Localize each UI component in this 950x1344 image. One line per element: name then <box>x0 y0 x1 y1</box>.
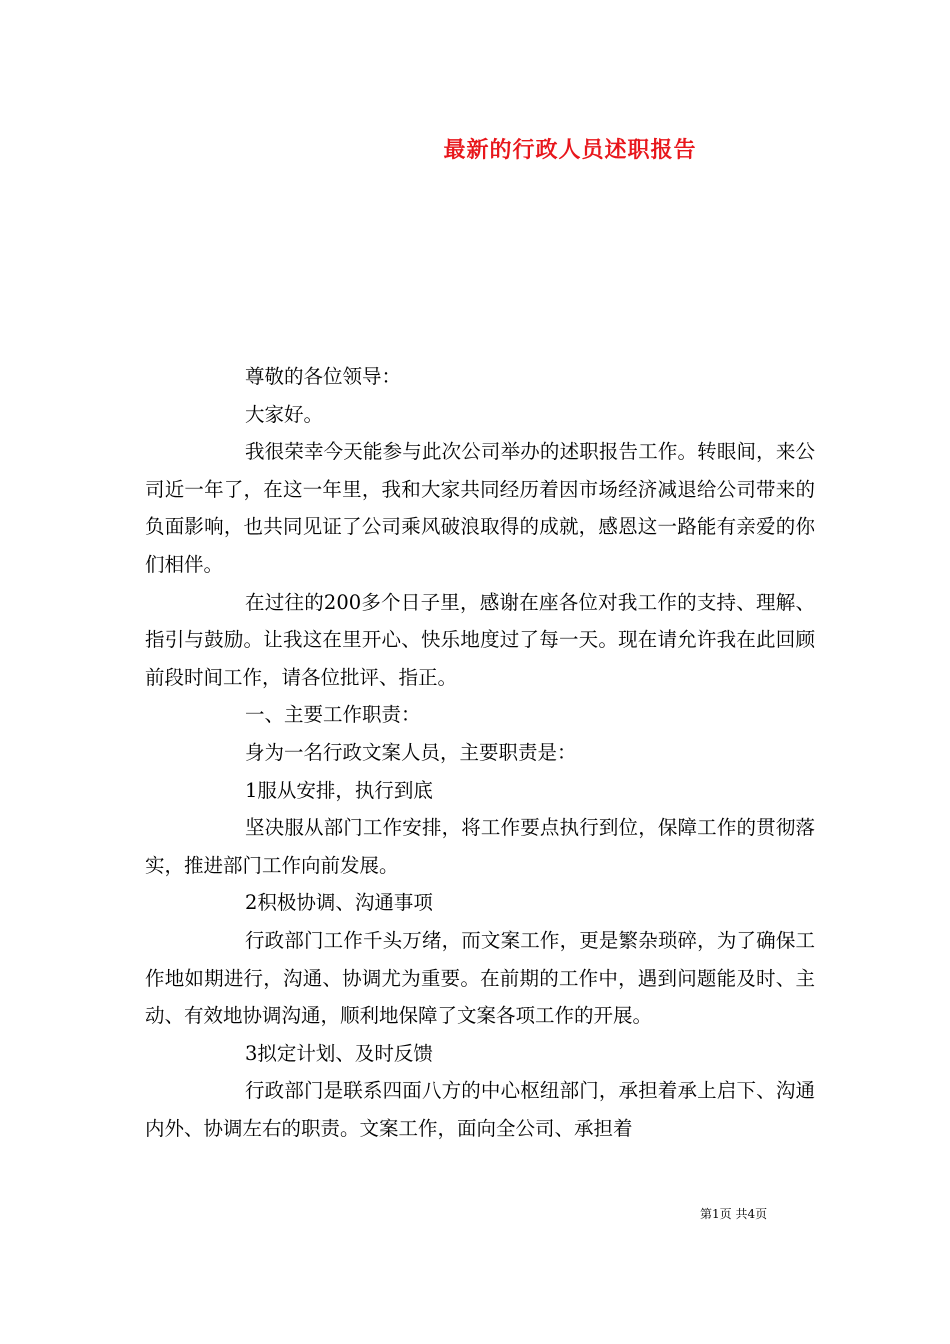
paragraph-salutation: 尊敬的各位领导： <box>245 365 402 388</box>
document-body <box>145 358 815 1147</box>
heading-main-duties: 一、主要工作职责： <box>245 703 421 727</box>
paragraph-1: 坚决服从部门工作安排，将工作要点执行到位，保障工作的贯彻落实，推进部门工作向前发展。 <box>145 816 815 877</box>
subheading-3: 3拟定计划、及时反馈 <box>245 1041 433 1065</box>
subheading-2: 2积极协调、沟通事项 <box>245 891 433 915</box>
paragraph-3: 行政部门是联系四面八方的中心枢纽部门，承担着承上启下、沟通内外、协调左右的职责。文案工作，面向全公司、承担着 <box>145 1079 815 1140</box>
page-number-footer <box>700 1204 820 1224</box>
page-label-suffix: 页 <box>755 1207 768 1221</box>
paragraph-role: 身为一名行政文案人员，主要职责是： <box>245 740 577 764</box>
current-page-number: 1 <box>712 1207 720 1221</box>
page-label-prefix: 第 <box>700 1207 713 1221</box>
page-label-mid: 页 共 <box>719 1207 748 1221</box>
subheading-1: 1服从安排，执行到底 <box>245 778 433 802</box>
paragraph-thanks: 在过往的200多个日子里，感谢在座各位对我工作的支持、理解、指引与鼓励。让我这在里开心、快乐地度过了每一天。现在请允许我在此回顾前段时间工作，请各位批评、指正。 <box>145 590 815 689</box>
paragraph-greeting: 大家好。 <box>245 402 324 426</box>
document-title: 最新的行政人员述职报告 <box>443 137 697 163</box>
total-pages-number: 4 <box>747 1207 756 1221</box>
paragraph-intro: 我很荣幸今天能参与此次公司举办的述职报告工作。转眼间，来公司近一年了，在这一年里，我和大家共同经历着因市场经济减退给公司带来的负面影响，也共同见证了公司乘风破浪取得的成就，感恩这一路能有亲爱的你们相伴。 <box>145 440 815 576</box>
paragraph-2: 行政部门工作千头万绪，而文案工作，更是繁杂琐碎，为了确保工作地如期进行，沟通、协调尤为重要。在前期的工作中，遇到问题能及时、主动、有效地协调沟通，顺利地保障了文案各项工作的开展。 <box>145 928 815 1028</box>
